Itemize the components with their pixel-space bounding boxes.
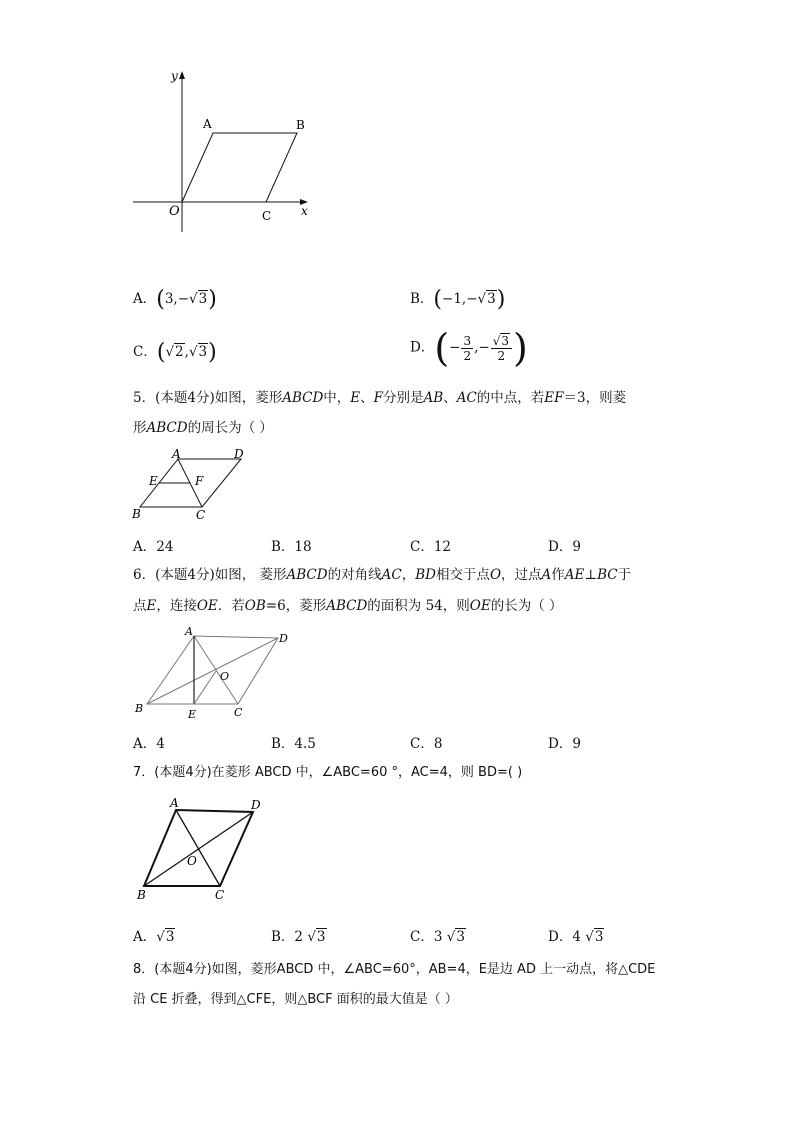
label-f: F <box>195 474 204 488</box>
math: ABCD <box>146 420 188 436</box>
math: EF <box>544 390 564 406</box>
origin-label: O <box>169 204 180 219</box>
q6-stem-line1 <box>133 565 631 585</box>
paren-open: ( <box>433 287 443 312</box>
sqrt-icon: √3 <box>189 291 208 307</box>
sqrt-icon: √3 <box>307 929 326 945</box>
math: A <box>541 567 552 583</box>
option-letter: C． <box>410 929 434 945</box>
q4-option-b <box>410 287 505 312</box>
text: 分别是 <box>383 390 424 406</box>
math: AC <box>381 567 402 583</box>
point-b-label: B <box>296 118 305 132</box>
coefficient: 4 <box>572 929 581 945</box>
sqrt-icon: √3 <box>585 929 604 945</box>
q7-rhombus-figure <box>132 795 272 907</box>
minus-sign: − <box>449 339 461 356</box>
label-c: C <box>234 706 243 719</box>
label-e: E <box>149 474 158 488</box>
text: ， <box>401 567 416 583</box>
q4-option-c <box>133 340 217 365</box>
text: 、 <box>360 390 374 406</box>
text: 于 <box>617 567 632 583</box>
math: E <box>146 598 157 614</box>
label-a: A <box>185 625 193 638</box>
radicand: 3 <box>487 291 496 307</box>
math: ABCD <box>326 598 368 614</box>
option-letter: A． <box>133 291 157 307</box>
label-b: B <box>135 702 144 715</box>
q6-option-b[interactable]: B．4.5 <box>271 736 316 752</box>
radicand: 3 <box>198 291 208 307</box>
q6-option-a[interactable]: A．4 <box>133 736 165 752</box>
math: AE⊥BC <box>564 567 618 583</box>
option-letter: B． <box>271 929 295 945</box>
text: 中， <box>323 390 351 406</box>
q8-stem-line1: 8．(本题4分)如图，菱形ABCD 中，∠ABC=60°，AB=4，E是边 AD 上一动点，将△CDE <box>133 962 656 977</box>
q6-option-c[interactable]: C．8 <box>410 736 443 752</box>
label-c: C <box>215 888 225 902</box>
y-axis-label: y <box>171 69 178 83</box>
paren-open: ( <box>434 326 450 370</box>
paren-close: ) <box>496 287 506 312</box>
q8-stem-line2: 沿 CE 折叠，得到△CFE，则△BCF 面积的最大值是（ ） <box>133 992 458 1007</box>
text: 点 <box>133 598 147 614</box>
q6-rhombus-figure <box>128 622 303 724</box>
math: BD <box>415 567 436 583</box>
math: ABCD <box>282 390 324 406</box>
text: ，过点 <box>501 567 542 583</box>
math: OE <box>196 598 218 614</box>
label-b: B <box>132 507 141 521</box>
text: 的对角线 <box>327 567 382 583</box>
text: 的周长为（ ） <box>187 420 273 436</box>
comma: , <box>184 344 189 360</box>
y-axis-arrow-icon <box>179 71 185 79</box>
label-o: O <box>220 670 230 683</box>
text: ＝3，则菱 <box>563 390 627 406</box>
q7-option-d[interactable] <box>548 925 604 945</box>
label-o: O <box>187 854 197 868</box>
paren-open: ( <box>156 340 166 365</box>
paren-close: ) <box>208 340 217 365</box>
fraction <box>461 334 473 363</box>
label-a: A <box>172 447 181 461</box>
q5-option-c[interactable]: C．12 <box>410 539 452 555</box>
numerator: 3 <box>463 333 472 348</box>
option-letter: C． <box>133 344 157 360</box>
text: 5．(本题4分)如图，菱形 <box>133 390 283 406</box>
label-e: E <box>188 708 197 721</box>
text: 形 <box>133 420 147 436</box>
option-value: 3,− <box>164 291 190 307</box>
label-a: A <box>170 796 179 810</box>
q5-rhombus-figure <box>128 446 258 526</box>
radicand: 2 <box>175 344 184 360</box>
coefficient: 2 <box>294 929 304 945</box>
math: AB <box>423 390 444 406</box>
paren-open: ( <box>156 287 165 312</box>
option-letter: A． <box>133 929 157 945</box>
radicand: 3 <box>501 333 510 348</box>
parallelogram-oabc <box>182 133 297 202</box>
text: ．若 <box>217 598 245 614</box>
denominator: 2 <box>497 348 506 363</box>
radicand: 3 <box>316 929 326 945</box>
label-c: C <box>196 508 206 522</box>
radicand: 3 <box>594 929 604 945</box>
q7-option-b[interactable] <box>271 925 327 945</box>
option-value: −1,− <box>442 291 478 307</box>
math: ABCD <box>286 567 328 583</box>
denominator: 2 <box>463 348 472 363</box>
q5-stem-line2 <box>133 418 273 438</box>
q7-option-c[interactable] <box>410 925 466 945</box>
q5-option-d[interactable]: D．9 <box>548 539 581 555</box>
text: 、 <box>443 390 457 406</box>
text: 相交于点 <box>435 567 490 583</box>
diagonal-ac <box>176 810 220 886</box>
radicand: 3 <box>198 344 208 360</box>
point-c-label: C <box>262 209 272 223</box>
q7-option-a[interactable] <box>133 925 175 945</box>
option-letter: B． <box>410 291 434 307</box>
text: 作 <box>551 567 565 583</box>
math: F <box>373 390 384 406</box>
sqrt-icon: √3 <box>446 929 465 945</box>
math: E <box>350 390 361 406</box>
segment-oe <box>194 671 216 704</box>
label-d: D <box>279 632 288 645</box>
q7-stem: 7．(本题4分)在菱形 ABCD 中，∠ABC=60 °，AC=4，则 BD=( ) <box>133 765 523 780</box>
text: =6，菱形 <box>265 598 327 614</box>
math: OE <box>469 598 491 614</box>
label-d: D <box>234 447 244 461</box>
math: OB <box>244 598 266 614</box>
option-letter: D． <box>410 339 435 356</box>
radicand: 3 <box>165 929 175 945</box>
q4-option-d <box>410 326 528 370</box>
text: ，连接 <box>156 598 197 614</box>
q4-coordinate-figure <box>125 62 325 237</box>
sqrt-icon: √3 <box>477 291 496 307</box>
sqrt-icon: √3 <box>156 929 175 945</box>
paren-close: ) <box>513 326 528 370</box>
fraction <box>491 334 512 363</box>
paren-close: ) <box>208 287 217 312</box>
text: 的中点，若 <box>476 390 545 406</box>
coefficient: 3 <box>433 929 443 945</box>
option-letter: D． <box>548 929 573 945</box>
q5-stem-line1 <box>133 388 626 408</box>
label-d: D <box>251 798 261 812</box>
x-axis-label: x <box>301 204 308 218</box>
q6-option-d[interactable]: D．9 <box>548 736 581 752</box>
math: O <box>489 567 502 583</box>
text: 的长为（ ） <box>490 598 563 614</box>
sqrt-icon: √2 <box>165 344 184 360</box>
label-b: B <box>137 888 146 902</box>
comma: ,− <box>474 339 490 356</box>
text: 的面积为 54，则 <box>367 598 470 614</box>
q5-option-b[interactable]: B．18 <box>271 539 312 555</box>
point-a-label: A <box>203 117 212 131</box>
sqrt-icon: √3 <box>188 344 208 360</box>
q5-option-a[interactable]: A．24 <box>133 539 174 555</box>
text: 6．(本题4分)如图， 菱形 <box>133 567 287 583</box>
math: AC <box>456 390 477 406</box>
q6-stem-line2 <box>133 596 563 616</box>
radicand: 3 <box>456 929 465 945</box>
numerator: √3 <box>491 334 512 349</box>
q4-option-a <box>133 287 217 312</box>
